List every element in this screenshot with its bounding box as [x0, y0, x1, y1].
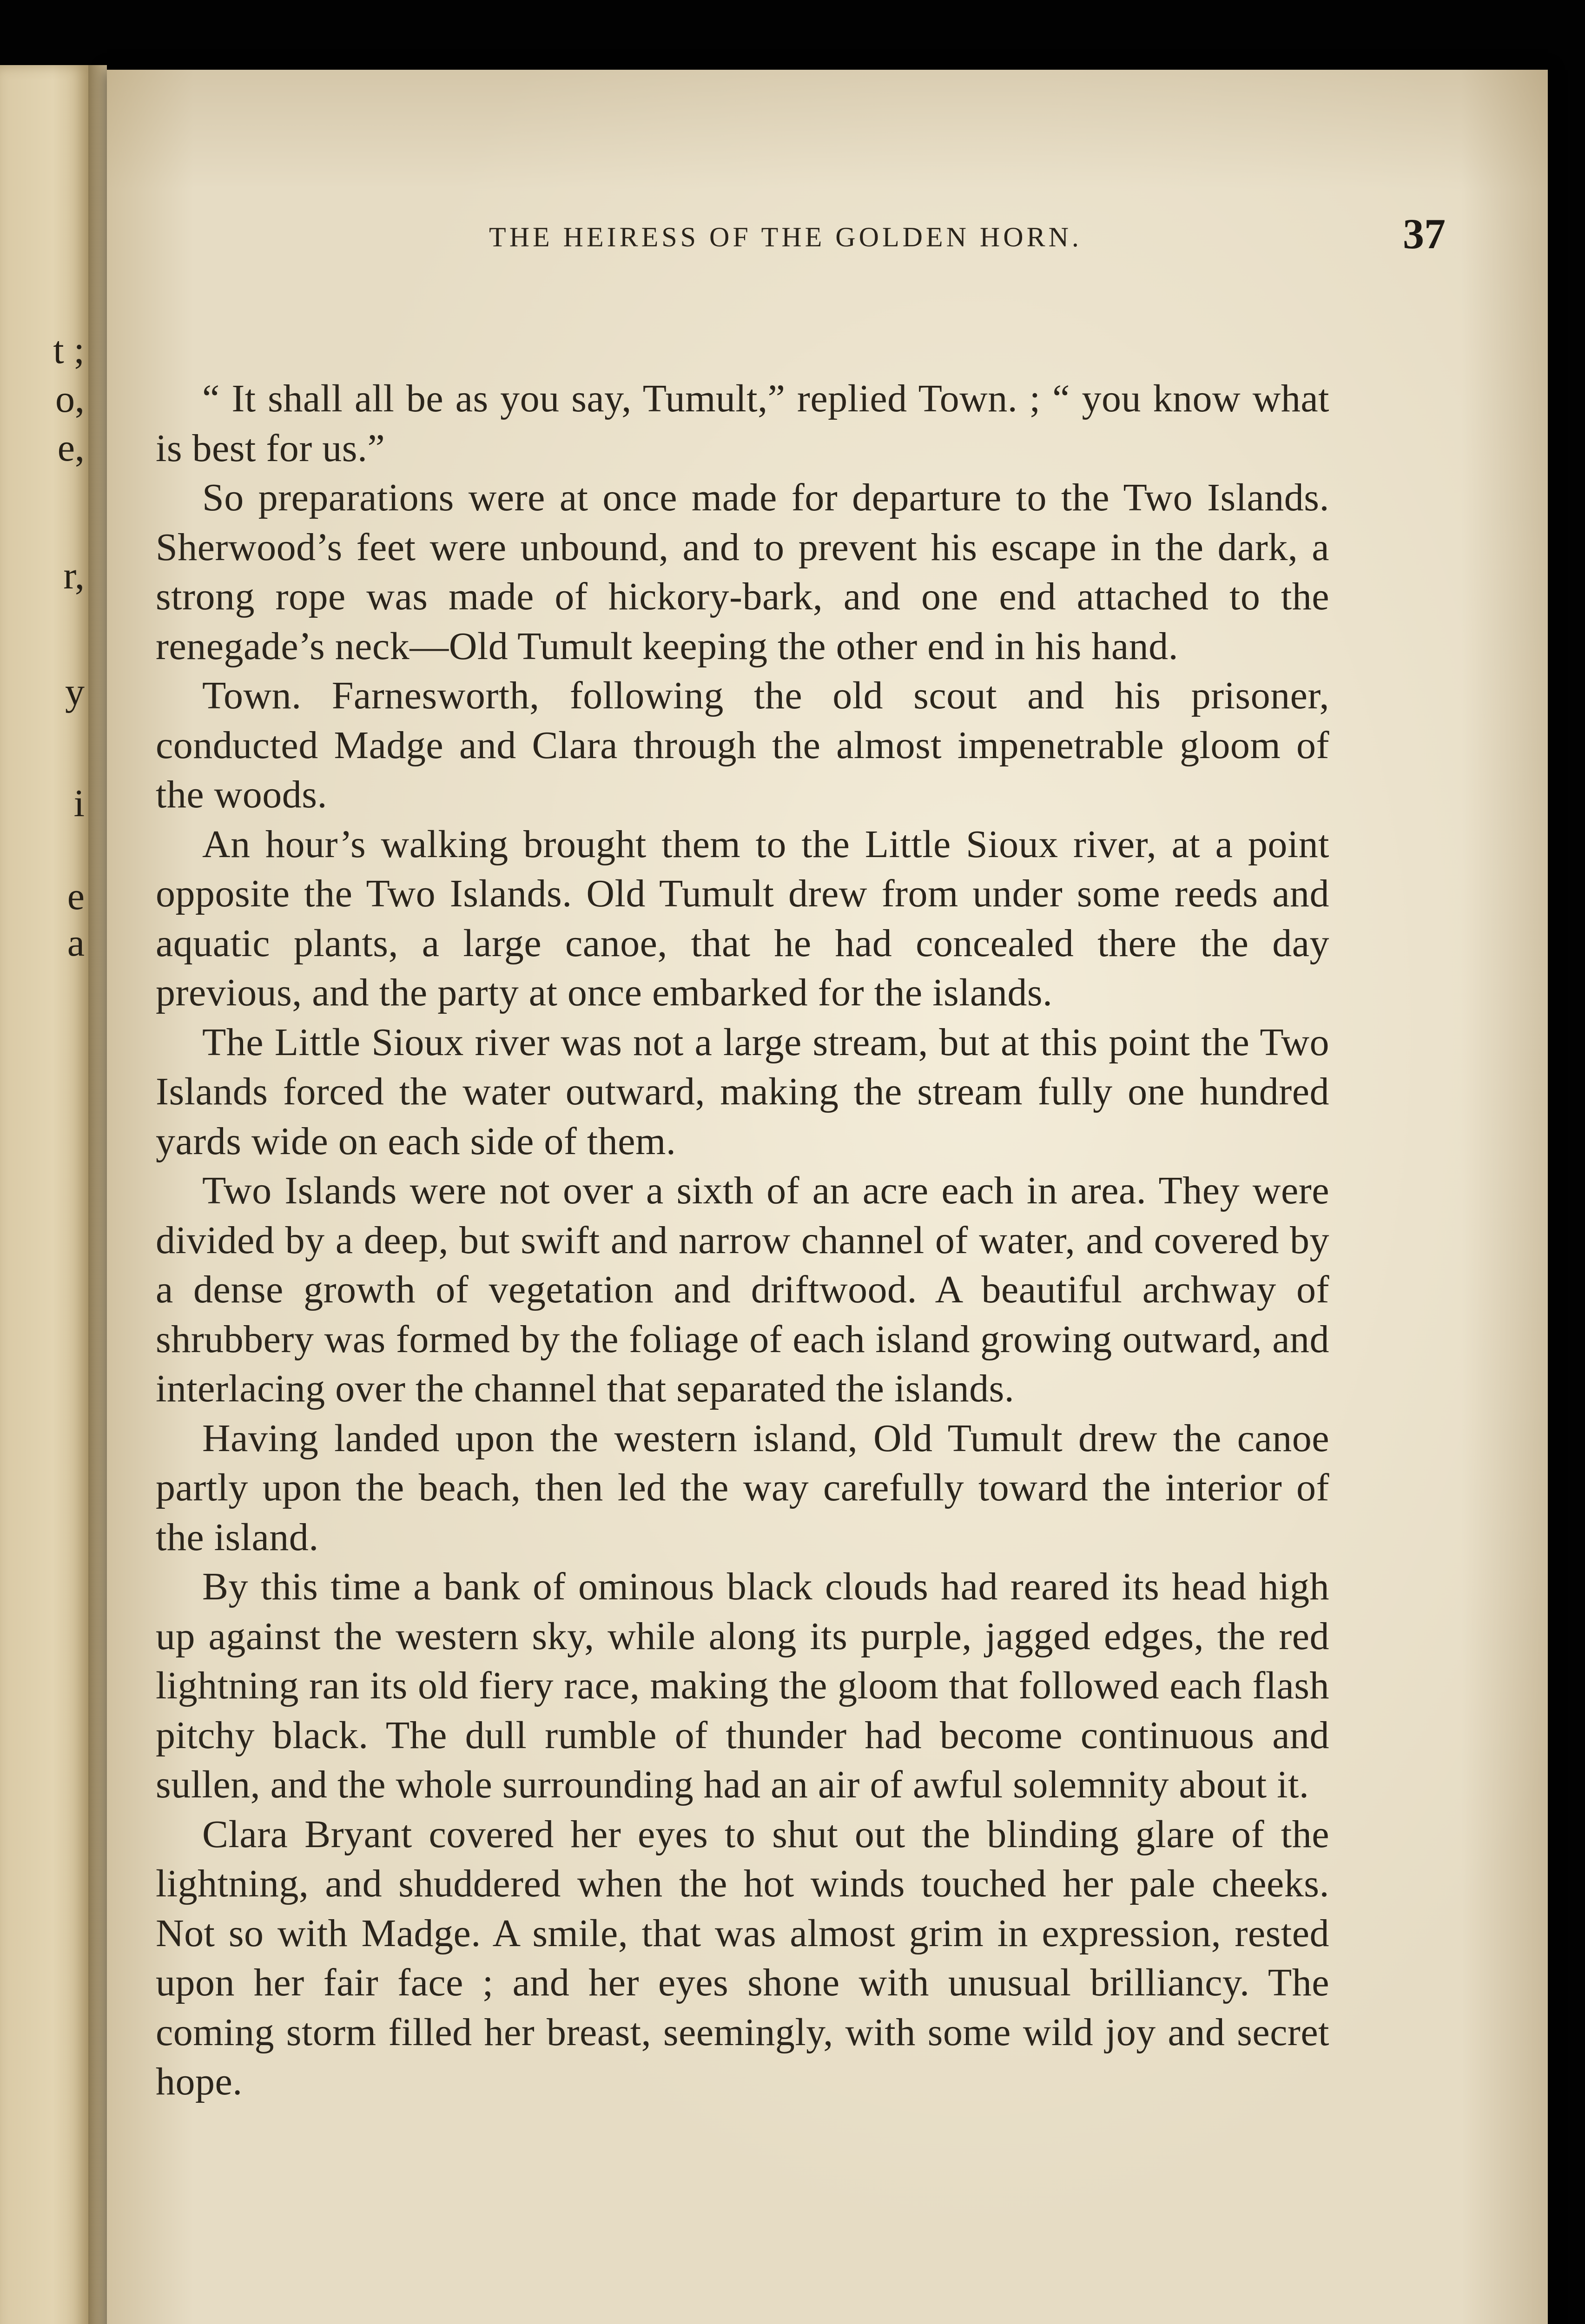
adjacent-page-fragment: y: [65, 670, 85, 713]
paragraph: “ It shall all be as you say, Tumult,” replied Town. ; “ you know what is best for us.”: [156, 377, 1329, 470]
adjacent-page-fragment: a: [67, 921, 85, 964]
paragraph: Town. Farnesworth, following the old scout and his prisoner, conducted Madge and Clara through the almost impenetrable gloom of the woods.: [156, 674, 1329, 816]
paragraph: Having landed upon the western island, Old Tumult drew the canoe partly upon the beach, then led the way carefully toward the interior of the island.: [156, 1416, 1329, 1559]
paragraph: So preparations were at once made for departure to the Two Islands. Sherwood’s feet were unbound, and to prevent his escape in the dark, a strong rope was made of hickory-bark, and one end attached to the renegade’s neck—Old Tumult keeping the other end in his hand.: [156, 476, 1329, 668]
adjacent-page-fragment: e,: [57, 426, 85, 469]
running-head: [297, 209, 1446, 260]
paragraph: The Little Sioux river was not a large stream, but at this point the Two Islands forced the water outward, making the stream fully one hundred yards wide on each side of them.: [156, 1020, 1329, 1163]
running-head-title: THE HEIRESS OF THE GOLDEN HORN.: [489, 222, 1082, 252]
adjacent-page-fragment: r,: [63, 554, 85, 597]
adjacent-page-fragment: e: [67, 875, 85, 918]
paragraph: An hour’s walking brought them to the Little Sioux river, at a point opposite the Two Islands. Old Tumult drew from under some reeds and aquatic plants, a large canoe, that he had concealed there the day previous, and the party at once embarked for the islands.: [156, 822, 1329, 1014]
adjacent-page-fragment: i: [73, 782, 85, 825]
adjacent-page-fragment: t ;: [53, 329, 85, 372]
adjacent-page-fragment: o,: [55, 377, 85, 421]
paragraph: Two Islands were not over a sixth of an acre each in area. They were divided by a deep, but swift and narrow channel of water, and covered by a dense growth of vegetation and driftwood. A beautiful archway of shrubbery was formed by the foliage of each island growing outward, and interlacing over the channel that separated the islands.: [156, 1169, 1329, 1410]
paragraph: By this time a bank of ominous black clouds had reared its head high up against the western sky, while along its purple, jagged edges, the red lightning ran its old fiery race, making the gloom that followed each flash pitchy black. The dull rumble of thunder had become continuous and sullen, and the whole surrounding had an air of awful solemnity about it.: [156, 1565, 1329, 1806]
body-text: [156, 374, 1329, 2107]
paragraph: Clara Bryant covered her eyes to shut out the blinding glare of the lightning, and shuddered when the hot winds touched her pale cheeks. Not so with Madge. A smile, that was almost grim in expression, rested upon her fair face ; and her eyes shone with unusual brilliancy. The coming storm filled her breast, seemingly, with some wild joy and secret hope.: [156, 1812, 1329, 2103]
page-number: 37: [1403, 210, 1446, 257]
adjacent-page-edge: [0, 65, 88, 2324]
book-gutter: [88, 65, 107, 2324]
book-page: [107, 70, 1548, 2324]
